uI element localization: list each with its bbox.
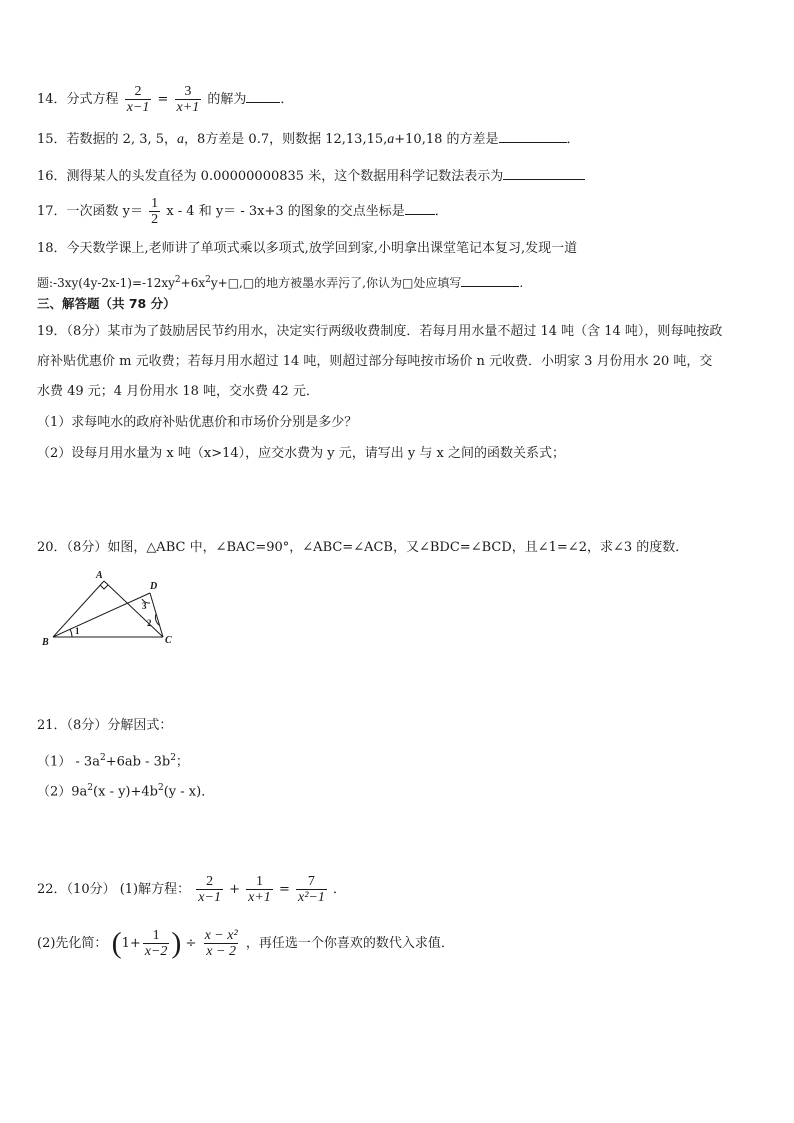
fraction: $\frac{7}{\text{x²−1}}$ bbox=[298, 874, 325, 905]
angle-arc-1 bbox=[70, 629, 72, 637]
section-title: 三、解答题（共 78 分） bbox=[37, 296, 176, 311]
question-21: 21．（8分）分解因式： bbox=[37, 718, 173, 733]
fraction: $\frac{2}{x-1}$ bbox=[126, 84, 150, 115]
label-A: A bbox=[96, 570, 103, 581]
label-D: D bbox=[150, 581, 158, 592]
question-17: 17．一次函数 y＝ $\frac{1}{2}$ x - 4 和 y＝ - 3x+3 的图象的交点坐标是 ． bbox=[37, 196, 448, 227]
right-paren: ) bbox=[171, 926, 182, 960]
question-19-line3: 水费 49 元；4 月份用水 18 吨，交水费 42 元． bbox=[37, 384, 319, 399]
question-16: 16．测得某人的头发直径为 0.00000000835 米，这个数据用科学记数法表示为 bbox=[37, 165, 585, 187]
question-19-line2: 府补贴优惠价 m 元收费；若每月用水超过 14 吨，则超过部分每吨按市场价 n 元收费．小明家 3 月份用水 20 吨，交 bbox=[37, 354, 713, 369]
question-19-line1: 19．（8分）某市为了鼓励居民节约用水，决定实行两级收费制度．若每月用水量不超过 14 吨（含 14 吨），则每吨按政 bbox=[37, 324, 723, 339]
fraction: $\frac{1}{2}$ bbox=[151, 196, 159, 227]
label-angle-1: 1 bbox=[75, 626, 80, 636]
answer-blank[interactable] bbox=[503, 165, 585, 180]
triangle-figure bbox=[38, 568, 178, 650]
segment-BD bbox=[53, 593, 150, 637]
question-18-line2: 题$:-3xy(4y-2x-1)=-12xy^2+6x^2y+□,□$的地方被墨水弄污了,你认为□处应填写 . bbox=[37, 270, 523, 293]
label-angle-3: 3 bbox=[142, 601, 147, 611]
label-angle-2: 2 bbox=[147, 618, 152, 628]
question-18-line1: 18．今天数学课上,老师讲了单项式乘以多项式,放学回到家,小明拿出课堂笔记本复习,发现一道 bbox=[37, 241, 578, 256]
answer-blank[interactable] bbox=[499, 128, 567, 143]
right-angle-mark bbox=[100, 585, 108, 589]
left-paren: ( bbox=[111, 926, 122, 960]
answer-blank[interactable] bbox=[405, 200, 435, 215]
question-22-part1: 22．（10分） (1)解方程： $\frac{2}{x-1}$ + $\frac{1}{x+1}$ = $\frac{7}{\text{x²−1}}$ ． bbox=[37, 874, 347, 905]
question-19-part2: （2）设每月用水量为 x 吨（x>14），应交水费为 y 元，请写出 y 与 x 之间的函数关系式； bbox=[37, 446, 565, 461]
answer-blank[interactable] bbox=[246, 88, 280, 103]
fraction: $\frac{2}{x-1}$ bbox=[198, 874, 221, 905]
fraction: $\frac{\text{x − x²}}{x - 2}$ bbox=[204, 928, 238, 959]
fraction: $\frac{1}{x-2}$ bbox=[144, 928, 168, 959]
question-19-part1: （1）求每吨水的政府补贴优惠价和市场价分别是多少？ bbox=[37, 415, 358, 430]
question-21-part1: $(1) - 3a^2+6ab - 3b^2$； bbox=[37, 753, 189, 770]
question-22-part2: (2)先化简： (1+ $\frac{1}{x-2}$ ) ÷ $\frac{\text{x − x²}}{x - 2}$ ，再任选一个你喜欢的数代入求值． bbox=[37, 926, 454, 960]
question-20: 20．（8分）如图，△ABC 中，∠BAC=90°，∠ABC=∠ACB，又∠BDC=∠BCD，且∠1=∠2，求∠3 的度数． bbox=[37, 540, 689, 555]
question-15: 15．若数据的 2, 3, 5，a，8方差是 0.7，则数据 12,13,15,a+10,18 的方差是 ． bbox=[37, 128, 580, 150]
question-14: 14．分式方程 $\frac{2}{x-1}$ = $\frac{3}{x+1}$ 的解为 ． bbox=[37, 84, 294, 115]
fraction: $\frac{3}{x+1}$ bbox=[176, 84, 200, 115]
label-B: B bbox=[42, 637, 49, 648]
label-C: C bbox=[165, 635, 172, 646]
answer-blank[interactable] bbox=[461, 272, 519, 287]
fraction: $\frac{1}{x+1}$ bbox=[248, 874, 271, 905]
question-21-part2: $(2)9a^2(x - y)+4b^2(y - x)$． bbox=[37, 783, 215, 800]
